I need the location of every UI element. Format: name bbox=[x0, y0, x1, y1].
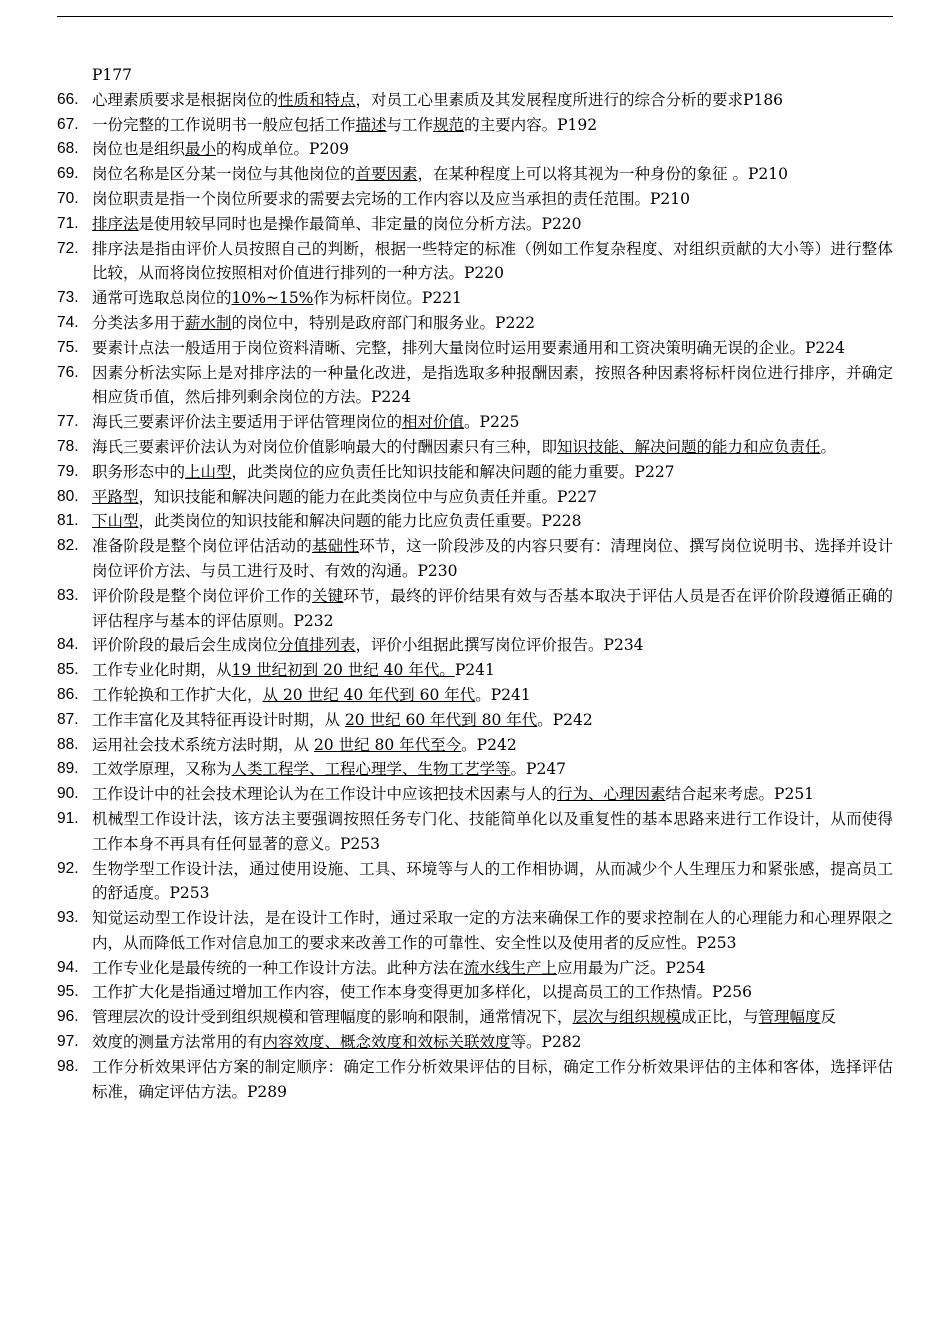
underlined-answer: 19 世纪初到 20 世纪 40 年代。 bbox=[231, 661, 455, 680]
underlined-answer: 流水线生产上 bbox=[464, 958, 558, 977]
list-item bbox=[57, 485, 893, 510]
item-number: 89. bbox=[57, 760, 79, 778]
text-segment: 是使用较早同时也是操作最简单、非定量的岗位分析方法。P220 bbox=[138, 214, 582, 233]
item-number: 81. bbox=[57, 512, 79, 530]
underlined-answer: 薪水制 bbox=[185, 313, 232, 332]
item-number: 71. bbox=[57, 214, 79, 232]
underlined-answer: 内容效度、概念效度和效标关联效度 bbox=[262, 1033, 511, 1052]
list-item bbox=[57, 286, 893, 311]
text-segment: 岗位名称是区分某一岗位与其他岗位的 bbox=[92, 165, 356, 184]
item-number: 92. bbox=[57, 859, 79, 877]
list-item bbox=[57, 906, 893, 956]
item-text bbox=[92, 708, 893, 733]
item-number: 97. bbox=[57, 1033, 79, 1051]
underlined-answer: 知识技能、解决问题的能力和应负责任 bbox=[557, 437, 821, 456]
underlined-answer: 规范 bbox=[433, 115, 465, 134]
text-segment: 工作设计中的社会技术理论认为在工作设计中应该把技术因素与人的 bbox=[92, 785, 558, 804]
list-item bbox=[57, 88, 893, 113]
item-number: 70. bbox=[57, 189, 79, 207]
text-segment: ，在某种程度上可以将其视为一种身份的象征 。P210 bbox=[417, 165, 788, 184]
text-segment: 环节，最终的评价结果有效与否基本取决于评估人员是否在评价阶段遵循正确的评估程序与基本的评估原则。P232 bbox=[92, 586, 893, 630]
list-item bbox=[57, 137, 893, 162]
item-text bbox=[92, 757, 893, 782]
text-segment: 作为标杆岗位。P221 bbox=[313, 289, 462, 308]
text-segment: 效度的测量方法常用的有 bbox=[92, 1033, 263, 1052]
item-number: 78. bbox=[57, 437, 79, 455]
underlined-answer: 相对价值 bbox=[402, 413, 465, 432]
list-item bbox=[57, 212, 893, 237]
item-text bbox=[92, 1055, 893, 1105]
item-number: 79. bbox=[57, 462, 79, 480]
text-segment: 的主要内容。P192 bbox=[464, 115, 598, 134]
list-item bbox=[57, 857, 893, 907]
text-segment: 管理层次的设计受到组织规模和管理幅度的影响和限制，通常情况下， bbox=[92, 1008, 573, 1027]
list-item bbox=[57, 162, 893, 187]
item-number: 67. bbox=[57, 115, 79, 133]
list-item bbox=[57, 1055, 893, 1105]
underlined-answer: 首要因素 bbox=[355, 165, 418, 184]
item-text bbox=[92, 162, 893, 187]
text-segment: 心理素质要求是根据岗位的 bbox=[92, 90, 279, 109]
list-item bbox=[57, 708, 893, 733]
text-segment: 评价阶段的最后会生成岗位 bbox=[92, 636, 279, 655]
item-text bbox=[92, 733, 893, 758]
text-segment: 准备阶段是整个岗位评估活动的 bbox=[92, 537, 312, 556]
item-number: 86. bbox=[57, 685, 79, 703]
item-number: 74. bbox=[57, 313, 79, 331]
underlined-answer: 描述 bbox=[355, 115, 387, 134]
text-segment: 工作轮换和工作扩大化， bbox=[92, 685, 263, 704]
text-segment: 工作分析效果评估方案的制定顺序：确定工作分析效果评估的目标，确定工作分析效果评估的主体和客体，选择评估标准，确定评估方法。P289 bbox=[92, 1057, 893, 1101]
item-number: 73. bbox=[57, 289, 79, 307]
underlined-answer: 最小 bbox=[185, 140, 217, 159]
text-segment: 生物学型工作设计法，通过使用设施、工具、环境等与人的工作相协调，从而减少个人生理压力和紧张感，提高员工的舒适度。P253 bbox=[92, 859, 893, 903]
item-number: 94. bbox=[57, 958, 79, 976]
list-item bbox=[57, 509, 893, 534]
item-number: 93. bbox=[57, 909, 79, 927]
item-number: 77. bbox=[57, 413, 79, 431]
list-item bbox=[57, 113, 893, 138]
item-number: 90. bbox=[57, 785, 79, 803]
item-text bbox=[92, 534, 893, 584]
text-segment: 的构成单位。P209 bbox=[216, 140, 350, 159]
item-number: 80. bbox=[57, 487, 79, 505]
item-number: 87. bbox=[57, 710, 79, 728]
list-item bbox=[57, 782, 893, 807]
underlined-answer: 管理幅度 bbox=[758, 1008, 821, 1027]
underlined-answer: 排序法 bbox=[92, 214, 139, 233]
text-segment: ，此类岗位的应负责任比知识技能和解决问题的能力重要。P227 bbox=[231, 462, 675, 481]
text-segment: 等。P282 bbox=[510, 1033, 582, 1052]
underlined-answer: 基础性 bbox=[311, 537, 360, 556]
item-text bbox=[92, 311, 893, 336]
text-segment: 岗位职责是指一个岗位所要求的需要去完场的工作内容以及应当承担的责任范围。P210 bbox=[92, 189, 691, 208]
list-item bbox=[57, 658, 893, 683]
text-segment: 一份完整的工作说明书一般应包括工作 bbox=[92, 115, 356, 134]
text-segment: 知觉运动型工作设计法，是在设计工作时，通过采取一定的方法来确保工作的要求控制在人的心理能力和心理界限之内，从而降低工作对信息加工的要求来改善工作的可靠性、安全性以及使用者的反应性。P253 bbox=[92, 909, 893, 952]
item-text bbox=[92, 286, 893, 311]
text-segment: 运用社会技术系统方法时期，从 bbox=[92, 735, 314, 754]
text-segment: 职务形态中的 bbox=[92, 462, 186, 481]
underlined-answer: 10%~15% bbox=[231, 289, 314, 308]
item-text bbox=[92, 435, 893, 460]
list-item bbox=[57, 311, 893, 336]
item-text bbox=[92, 361, 893, 411]
underlined-answer: 行为、心理因素 bbox=[557, 785, 666, 804]
item-text bbox=[92, 187, 893, 212]
header-rule bbox=[57, 16, 893, 17]
text-segment: 与工作 bbox=[386, 115, 434, 134]
item-number: 68. bbox=[57, 140, 79, 158]
item-text bbox=[92, 237, 893, 287]
text-segment: 工作扩大化是指通过增加工作内容，使工作本身变得更加多样化，以提高员工的工作热情。P256 bbox=[92, 983, 753, 1002]
text-segment: 岗位也是组织 bbox=[92, 140, 186, 159]
list-item bbox=[57, 683, 893, 708]
list-item bbox=[57, 410, 893, 435]
underlined-answer: 上山型 bbox=[185, 462, 232, 481]
text-segment: 工效学原理，又称为 bbox=[92, 760, 232, 779]
item-text bbox=[92, 485, 893, 510]
item-text bbox=[92, 807, 893, 857]
item-text bbox=[92, 460, 893, 485]
item-text bbox=[92, 113, 893, 138]
item-text bbox=[92, 980, 893, 1005]
text-segment: 。P241 bbox=[475, 685, 531, 704]
list-item bbox=[57, 980, 893, 1005]
underlined-answer: 关键 bbox=[311, 586, 344, 605]
item-number: 66. bbox=[57, 90, 79, 108]
text-segment: 的岗位中，特别是政府部门和服务业。P222 bbox=[231, 313, 536, 332]
list-item bbox=[57, 435, 893, 460]
item-text bbox=[92, 88, 893, 113]
text-segment: 应用最为广泛。P254 bbox=[557, 958, 706, 977]
item-text bbox=[92, 137, 893, 162]
text-segment: 。 bbox=[820, 437, 837, 456]
list-item bbox=[57, 237, 893, 287]
list-item bbox=[57, 460, 893, 485]
text-segment: 。P247 bbox=[510, 760, 567, 779]
item-number: 98. bbox=[57, 1057, 79, 1075]
item-text bbox=[92, 1005, 893, 1030]
text-segment: 工作丰富化及其特征再设计时期，从 bbox=[92, 710, 345, 729]
item-text bbox=[92, 906, 893, 956]
text-segment: 结合起来考虑。P251 bbox=[665, 785, 815, 804]
text-segment: 工作专业化时期，从 bbox=[92, 661, 232, 680]
question-list bbox=[57, 63, 893, 1104]
item-text bbox=[92, 336, 893, 361]
text-segment: 。P225 bbox=[464, 413, 520, 432]
text-segment: 。P242 bbox=[461, 735, 517, 754]
item-text bbox=[92, 509, 893, 534]
list-item bbox=[57, 633, 893, 658]
list-item bbox=[57, 733, 893, 758]
item-number: 96. bbox=[57, 1008, 79, 1026]
underlined-answer: 性质和特点 bbox=[278, 90, 356, 109]
list-item bbox=[57, 361, 893, 411]
underlined-answer: 从 20 世纪 40 年代到 60 年代 bbox=[262, 685, 476, 704]
text-segment: ，知识技能和解决问题的能力在此类岗位中与应负责任并重。P227 bbox=[138, 487, 598, 506]
underlined-answer: 人类工程学、工程心理学、生物工艺学等 bbox=[231, 760, 511, 779]
text-segment: 评价阶段是整个岗位评价工作的 bbox=[92, 586, 312, 605]
text-segment: 排序法是指由评价人员按照自己的判断，根据一些特定的标准（例如工作复杂程度、对组织贡献的大小等）进行整体比较，从而将岗位按照相对价值进行排列的一种方法。P220 bbox=[92, 239, 893, 283]
underlined-answer: 分值排列表 bbox=[278, 636, 356, 655]
item-number: 88. bbox=[57, 735, 79, 753]
item-text bbox=[92, 633, 893, 658]
item-text bbox=[92, 584, 893, 634]
text-segment: 海氏三要素评价法认为对岗位价值影响最大的付酬因素只有三种，即 bbox=[92, 437, 558, 456]
text-segment: 因素分析法实际上是对排序法的一种量化改进，是指选取多种报酬因素，按照各种因素将标杆岗位进行排序，并确定相应货币值，然后排列剩余岗位的方法。P224 bbox=[92, 363, 893, 407]
text-segment: 环节，这一阶段涉及的内容只要有：清理岗位、撰写岗位说明书、选择并设计岗位评价方法、与员工进行及时、有效的沟通。P230 bbox=[92, 537, 893, 580]
continuation-text: P177 bbox=[92, 66, 133, 84]
text-segment: 通常可选取总岗位的 bbox=[92, 289, 232, 308]
item-number: 95. bbox=[57, 983, 79, 1001]
text-segment: 海氏三要素评价法主要适用于评估管理岗位的 bbox=[92, 413, 403, 432]
item-text bbox=[92, 683, 893, 708]
underlined-answer: 20 世纪 60 年代到 80 年代 bbox=[344, 710, 538, 729]
text-segment: 工作专业化是最传统的一种工作设计方法。此种方法在 bbox=[92, 958, 465, 977]
list-item bbox=[57, 757, 893, 782]
text-segment: ，此类岗位的知识技能和解决问题的能力比应负责任重要。P228 bbox=[138, 512, 582, 531]
list-item bbox=[57, 187, 893, 212]
item-number: 75. bbox=[57, 338, 79, 356]
underlined-answer: 层次与组织规模 bbox=[572, 1008, 682, 1027]
text-segment: 成正比，与 bbox=[681, 1008, 759, 1027]
text-segment: 要素计点法一般适用于岗位资料清晰、完整，排列大量岗位时运用要素通用和工资决策明确无误的企业。P224 bbox=[92, 338, 846, 357]
item-number: 84. bbox=[57, 636, 79, 654]
list-item bbox=[57, 807, 893, 857]
item-text bbox=[92, 782, 893, 807]
item-text bbox=[92, 410, 893, 435]
item-text bbox=[92, 956, 893, 981]
item-number: 72. bbox=[57, 239, 79, 257]
text-segment: ，对员工心里素质及其发展程度所进行的综合分析的要求P186 bbox=[355, 90, 784, 109]
text-segment: P241 bbox=[454, 661, 495, 680]
text-segment: 机械型工作设计法，该方法主要强调按照任务专门化、技能简单化以及重复性的基本思路来进行工作设计，从而使得工作本身不再具有任何显著的意义。P253 bbox=[92, 809, 893, 853]
item-text bbox=[92, 1030, 893, 1055]
text-segment: ，评价小组据此撰写岗位评价报告。P234 bbox=[355, 636, 644, 655]
item-number: 83. bbox=[57, 586, 79, 604]
list-item bbox=[57, 336, 893, 361]
underlined-answer: 20 世纪 80 年代至今 bbox=[313, 735, 462, 754]
item-number: 85. bbox=[57, 661, 79, 679]
underlined-answer: 下山型 bbox=[92, 512, 139, 531]
item-text bbox=[92, 212, 893, 237]
list-item bbox=[57, 584, 893, 634]
item-number: 69. bbox=[57, 165, 79, 183]
text-segment: 。P242 bbox=[537, 710, 593, 729]
item-number: 82. bbox=[57, 537, 79, 555]
text-segment: 反 bbox=[820, 1008, 837, 1027]
items-container bbox=[57, 88, 893, 1105]
list-item bbox=[57, 956, 893, 981]
underlined-answer: 平路型 bbox=[92, 487, 139, 506]
item-number: 91. bbox=[57, 809, 79, 827]
list-item bbox=[57, 1030, 893, 1055]
list-item bbox=[57, 1005, 893, 1030]
item-text bbox=[92, 658, 893, 683]
item-text bbox=[92, 857, 893, 907]
item-number: 76. bbox=[57, 363, 79, 381]
list-item bbox=[57, 534, 893, 584]
text-segment: 分类法多用于 bbox=[92, 313, 186, 332]
